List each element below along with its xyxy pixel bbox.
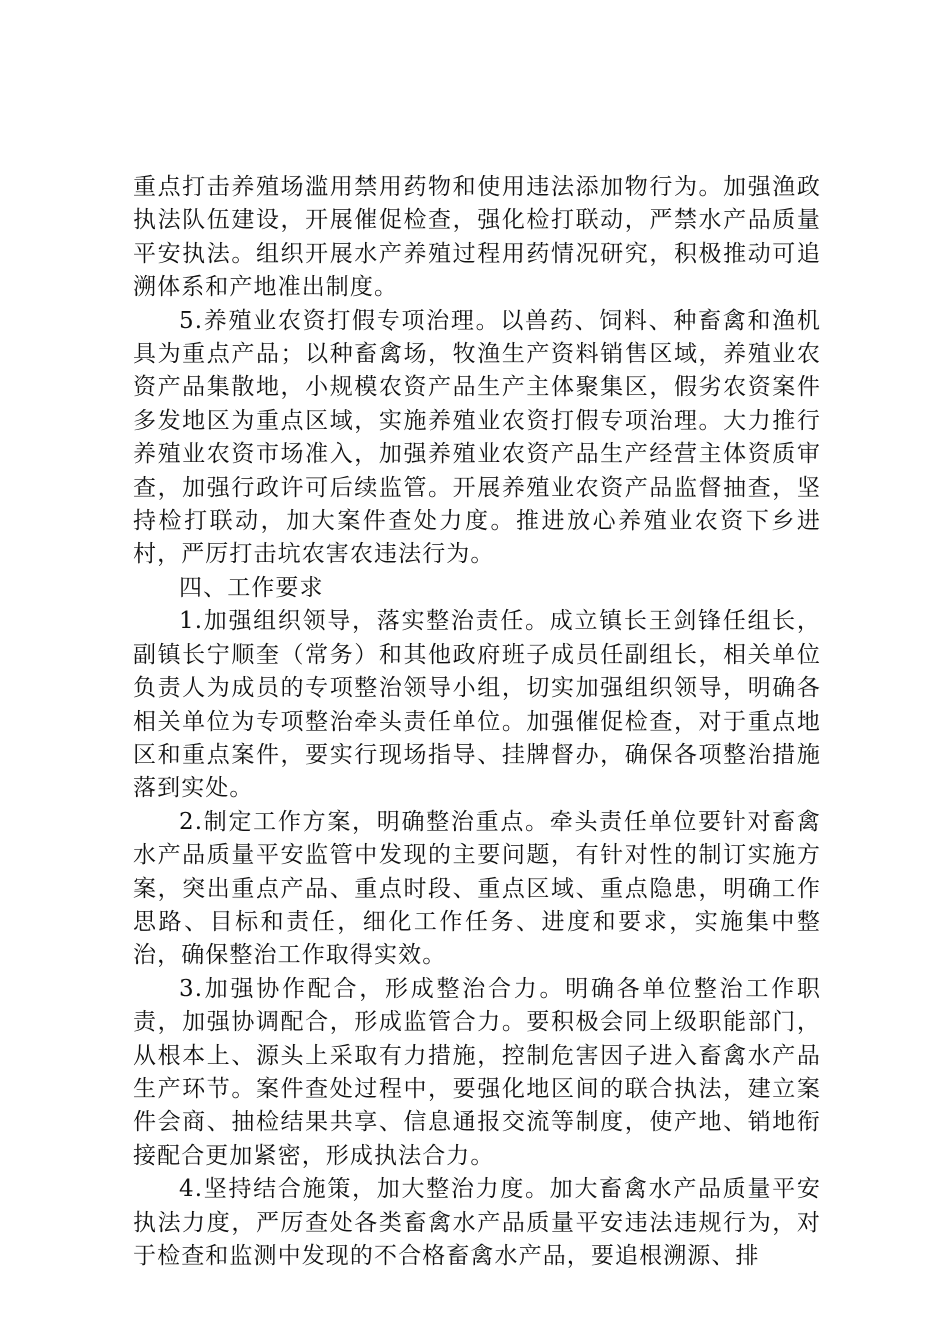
paragraph-requirement-4: 4.坚持结合施策，加大整治力度。加大畜禽水产品质量平安执法力度，严厉查处各类畜禽水产品质量平安违法违规行为，对于检查和监测中发现的不合格畜禽水产品，要追根溯源、排 bbox=[133, 1176, 821, 1269]
paragraph-continuation: 重点打击养殖场滥用禁用药物和使用违法添加物行为。加强渔政执法队伍建设，开展催促检查，强化检打联动，严禁水产品质量平安执法。组织开展水产养殖过程用药情况研究，积极推动可追溯体系和产地准出制度。 bbox=[133, 174, 821, 301]
paragraph-requirement-2: 2.制定工作方案，明确整治重点。牵头责任单位要针对畜禽水产品质量平安监管中发现的主要问题，有针对性的制订实施方案，突出重点产品、重点时段、重点区域、重点隐患，明确工作思路、目标和责任，细化工作任务、进度和要求，实施集中整治，确保整治工作取得实效。 bbox=[133, 808, 821, 969]
paragraph-item-5: 5.养殖业农资打假专项治理。以兽药、饲料、种畜禽和渔机具为重点产品；以种畜禽场，牧渔生产资料销售区域，养殖业农资产品集散地，小规模农资产品生产主体聚集区，假劣农资案件多发地区为重点区域，实施养殖业农资打假专项治理。大力推行养殖业农资市场准入，加强养殖业农资产品生产经营主体资质审查，加强行政许可后续监管。开展养殖业农资产品监督抽查，坚持检打联动，加大案件查处力度。推进放心养殖业农资下乡进村，严厉打击坑农害农违法行为。 bbox=[133, 307, 821, 568]
paragraph-requirement-3: 3.加强协作配合，形成整治合力。明确各单位整治工作职责，加强协调配合，形成监管合力。要积极会同上级职能部门，从根本上、源头上采取有力措施，控制危害因子进入畜禽水产品生产环节。案件查处过程中，要强化地区间的联合执法，建立案件会商、抽检结果共享、信息通报交流等制度，使产地、销地衔接配合更加紧密，形成执法合力。 bbox=[133, 975, 821, 1169]
document-body bbox=[133, 171, 821, 1273]
paragraph-requirement-1: 1.加强组织领导，落实整治责任。成立镇长王剑锋任组长，副镇长宁顺奎（常务）和其他政府班子成员任副组长，相关单位负责人为成员的专项整治领导小组，切实加强组织领导，明确各相关单位为专项整治牵头责任单位。加强催促检查，对于重点地区和重点案件，要实行现场指导、挂牌督办，确保各项整治措施落到实处。 bbox=[133, 608, 821, 802]
section-heading-work-requirements: 四、工作要求 bbox=[179, 574, 324, 601]
